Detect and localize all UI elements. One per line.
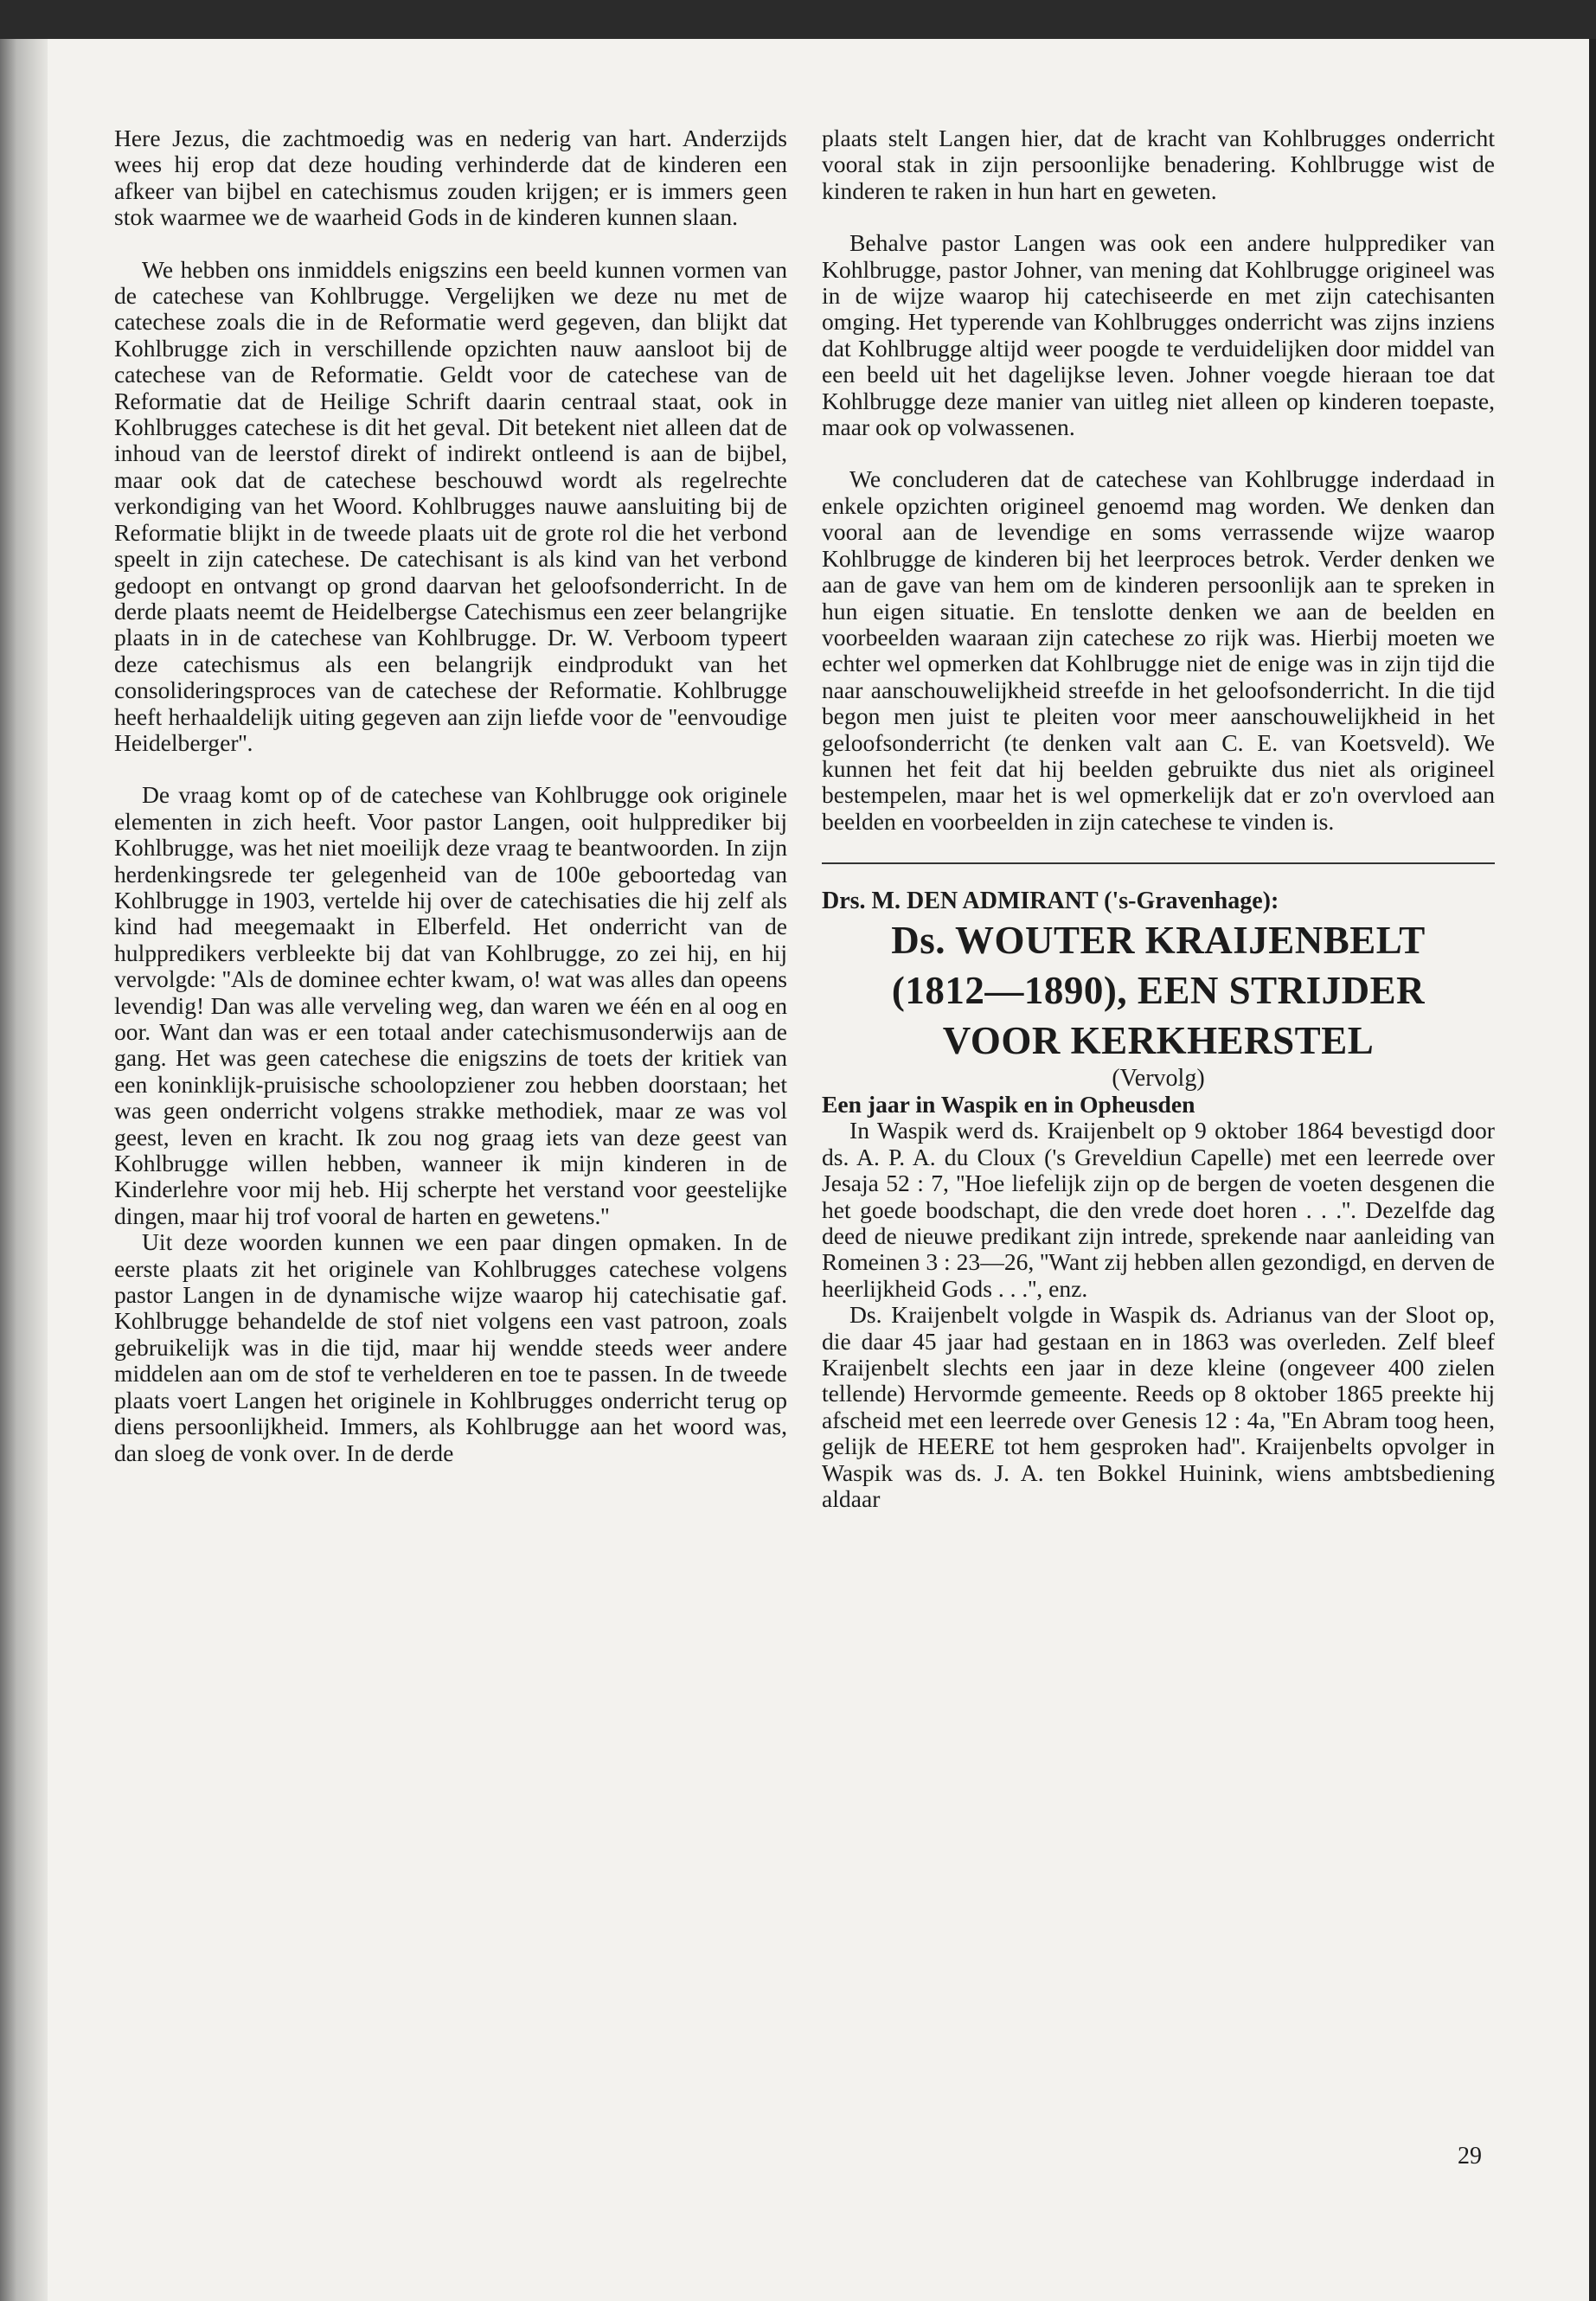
right-column — [822, 125, 1495, 1512]
page-number: 29 — [1458, 2143, 1482, 2170]
right-paragraph-1: plaats stelt Langen hier, dat de kracht van Kohlbrugges onderricht vooral stak in zijn persoonlijke benadering. Kohlbrugge wist de kinderen te raken in hun hart en geweten. — [822, 125, 1495, 204]
article-title-line-3: VOOR KERKHERSTEL — [942, 1018, 1375, 1062]
left-paragraph-4: Uit deze woorden kunnen we een paar dingen opmaken. In de eerste plaats zit het originele van Kohlbrugges catechese volgens pastor Langen in de dynamische wijze waarop hij catechisatie gaf. Kohlbrugge behandelde de stof niet volgens een vast patroon, zoals gebruikelijk was in die tijd, maar hij wendde steeds weer andere middelen aan om de stof te verhelderen en toe te passen. In de tweede plaats voert Langen het originele in Kohlbrugges onderricht terug op diens persoonlijkheid. Immers, als Kohlbrugge aan het woord was, dan sloeg de vonk over. In de derde — [114, 1228, 787, 1466]
left-paragraph-3: De vraag komt op of de catechese van Kohlbrugge ook originele elementen in zich heeft. Voor pastor Langen, ooit hulpprediker bij Kohlbrugge, was het niet moeilijk deze vraag te beantwoorden. In zijn herdenkingsrede ter gelegenheid van de 100e geboortedag van Kohlbrugge in 1903, vertelde hij over de catechisaties die hij zelf als kind had meegemaakt in Elberfeld. Het onderricht van de hulppredikers verbleekte bij dat van Kohlbrugge, zo zei hij, en hij vervolgde: ''Als de dominee echter kwam, o! wat was alles dan opeens levendig! Dan was alle verveling weg, dan waren we één en al oog en oor. Want dan was er een totaal ander catechismusonderwijs aan de gang. Het was geen catechese die enigszins de toets der kritiek van een koninklijk-pruisische schoolopziener zou hebben doorstaan; het was geen onderricht volgens strakke methodiek, maar ze was vol geest, leven en kracht. Ik zou nog graag iets van deze geest van Kohlbrugge willen hebben, wanneer ik mijn kinderen in de Kinderlehre voor mij heb. Hij scherpte het verstand voor geestelijke dingen, maar hij trof vooral de harten en gewetens.'' — [114, 781, 787, 1229]
left-paragraph-2: We hebben ons inmiddels enigszins een beeld kunnen vormen van de catechese van Kohlbrugge. Vergelijken we deze nu met de catechese zoals die in de Reformatie werd gegeven, dan blijkt dat Kohlbrugge zich in verschillende opzichten nauw aansloot bij de catechese van de Reformatie. Geldt voor de catechese van de Reformatie dat de Heilige Schrift daarin centraal staat, ook in Kohlbrugges catechese is dit het geval. Dit betekent niet alleen dat de inhoud van de leerstof direkt of indirekt ontleend is aan de bijbel, maar ook dat de catechese beschouwd wordt als regelrechte verkondiging van het Woord. Kohlbrugges nauwe aansluiting bij de Reformatie blijkt in de tweede plaats uit de grote rol die het verbond speelt in zijn catechese. De catechisant is als kind van het verbond gedoopt en ontvangt op grond daarvan het geloofsonderricht. In de derde plaats neemt de Heidelbergse Catechismus een zeer belangrijke plaats in in de catechese van Kohlbrugge. Dr. W. Verboom typeert deze catechismus als een belangrijk eindprodukt van het consolideringsproces van de catechese der Reformatie. Kohlbrugge heeft herhaaldelijk uiting gegeven aan zijn liefde voor de ''eenvoudige Heidelberger''. — [114, 255, 787, 756]
article-subtitle: (Vervolg) — [1112, 1064, 1205, 1092]
article-author: Drs. M. DEN ADMIRANT ('s-Gravenhage): — [822, 888, 1279, 915]
article-title-line-1: Ds. WOUTER KRAIJENBELT — [891, 918, 1426, 962]
page-right-edge — [1589, 39, 1596, 2301]
left-paragraph-1: Here Jezus, die zachtmoedig was en nederig van hart. Anderzijds wees hij erop dat deze houding verhinderde dat de kinderen een afkeer van bijbel en catechismus zouden krijgen; er is immers geen stok waarmee we de waarheid Gods in de kinderen kunnen slaan. — [114, 125, 787, 231]
page — [0, 39, 1596, 2301]
article-title-line-2: (1812—1890), EEN STRIJDER — [891, 968, 1426, 1012]
left-column — [114, 125, 787, 1466]
section-heading: Een jaar in Waspik en in Opheusden — [822, 1090, 1195, 1118]
right-paragraph-3: We concluderen dat de catechese van Kohlbrugge inderdaad in enkele opzichten origineel genoemd mag worden. We denken dan vooral aan de levendige en soms verrassende wijze waarop Kohlbrugge de kinderen bij het leerproces betrok. Verder denken we aan de gave van hem om de kinderen persoonlijk aan te spreken in hun eigen situatie. En tenslotte denken we aan de beelden en voorbeelden waaraan zijn catechese zo rijk was. Hierbij moeten we echter wel opmerken dat Kohlbrugge niet de enige was in zijn tijd die naar aanschouwelijkheid streefde in het geloofsonderricht. In die tijd begon men juist te pleiten voor meer aanschouwelijkheid in het geloofsonderricht (te denken valt aan C. E. van Koetsveld). We kunnen het feit dat hij beelden gebruikte dus niet als origineel bestempelen, maar het is wel opmerkelijk dat er zo'n overvloed aan beelden en voorbeelden in zijn catechese te vinden is. — [822, 465, 1495, 835]
page-left-edge — [0, 39, 48, 2301]
article-paragraph-1: In Waspik werd ds. Kraijenbelt op 9 oktober 1864 bevestigd door ds. A. P. A. du Cloux ('s Greveldiun Capelle) met een leerrede over Jesaja 52 : 7, ''Hoe liefelijk zijn op de bergen de voeten desgenen die het goede boodschapt, die den vrede doet horen . . .''. Dezelfde dag deed de nieuwe predikant zijn intrede, sprekende naar aanleiding van Romeinen 3 : 23—26, ''Want zij hebben allen gezondigd, en derven de heerlijkheid Gods . . .'', enz. — [822, 1117, 1495, 1302]
article-paragraph-2: Ds. Kraijenbelt volgde in Waspik ds. Adrianus van der Sloot op, die daar 45 jaar had gestaan en in 1863 was overleden. Zelf bleef Kraijenbelt slechts een jaar in deze kleine (ongeveer 400 zielen tellende) Hervormde gemeente. Reeds op 8 oktober 1865 preekte hij afscheid met een leerrede over Genesis 12 : 4a, ''En Abram toog heen, gelijk de HEERE tot hem gesproken had''. Kraijenbelts opvolger in Waspik was ds. J. A. ten Bokkel Huinink, wiens ambtsbediening aldaar — [822, 1301, 1495, 1513]
right-paragraph-2: Behalve pastor Langen was ook een andere hulpprediker van Kohlbrugge, pastor Johner, van mening dat Kohlbrugge origineel was in de wijze waarop hij catechiseerde en met zijn catechisanten omging. Het typerende van Kohlbrugges onderricht was zijns inziens dat Kohlbrugge altijd weer poogde te verduidelijken door middel van een beeld uit het dagelijkse leven. Johner voegde hieraan toe dat Kohlbrugge deze manier van uitleg niet alleen op kinderen toepaste, maar ook op volwassenen. — [822, 229, 1495, 441]
article-divider — [822, 862, 1495, 864]
